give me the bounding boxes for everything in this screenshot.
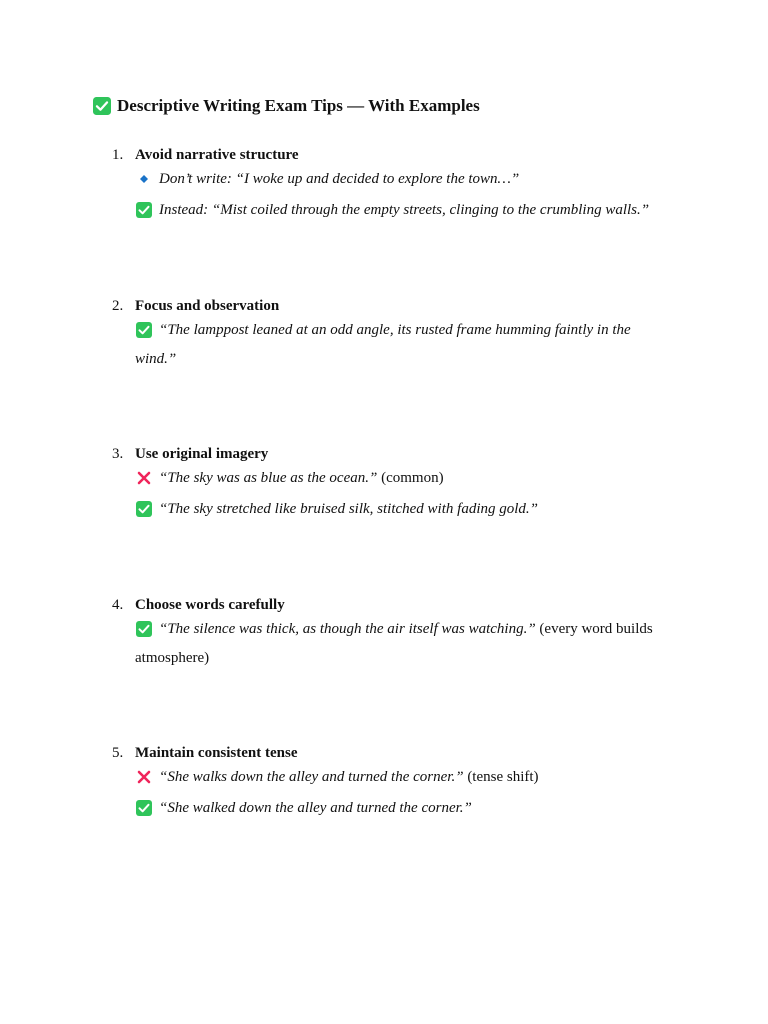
check-icon <box>136 800 152 816</box>
check-icon <box>136 621 152 637</box>
example-line <box>135 763 672 792</box>
diamond-icon <box>136 171 152 187</box>
example-quote: Instead: “Mist coiled through the empty streets, clinging to the crumbling walls.” <box>159 202 650 218</box>
tip-item-2 <box>112 296 672 374</box>
example-line <box>135 165 672 194</box>
example-line <box>135 196 672 225</box>
example-quote: “She walked down the alley and turned the corner.” <box>159 800 472 816</box>
example-note: (every word builds atmosphere) <box>135 621 653 666</box>
title-row <box>93 96 480 116</box>
example-quote: “The silence was thick, as though the air itself was watching.” <box>159 621 536 637</box>
item-title: Avoid narrative structure <box>135 147 299 163</box>
example-note: (tense shift) <box>467 769 539 785</box>
cross-icon <box>136 470 152 486</box>
cross-icon <box>136 769 152 785</box>
item-number: 2. <box>112 298 124 314</box>
item-number: 4. <box>112 597 124 613</box>
tip-item-5 <box>112 743 672 823</box>
check-icon <box>136 501 152 517</box>
check-icon <box>136 322 152 338</box>
page-title: Descriptive Writing Exam Tips — With Examples <box>117 96 480 115</box>
example-quote: “She walks down the alley and turned the corner.” <box>159 769 464 785</box>
tip-item-3 <box>112 444 672 524</box>
item-title: Focus and observation <box>135 298 280 314</box>
example-line <box>135 495 672 524</box>
example-line <box>135 464 672 493</box>
item-number: 5. <box>112 745 124 761</box>
item-number: 3. <box>112 446 124 462</box>
example-note: (common) <box>381 470 444 486</box>
item-number: 1. <box>112 147 124 163</box>
example-line <box>135 316 672 374</box>
example-line <box>135 615 672 673</box>
check-icon <box>136 202 152 218</box>
item-title: Choose words carefully <box>135 597 285 613</box>
check-icon <box>93 97 111 115</box>
example-quote: “The sky was as blue as the ocean.” <box>159 470 378 486</box>
example-quote: “The sky stretched like bruised silk, stitched with fading gold.” <box>159 501 538 517</box>
example-line <box>135 794 672 823</box>
example-quote: Don’t write: “I woke up and decided to explore the town…” <box>159 171 520 187</box>
tip-item-1 <box>112 145 672 225</box>
example-quote: “The lamppost leaned at an odd angle, its rusted frame humming faintly in the wind.” <box>135 322 631 367</box>
item-title: Maintain consistent tense <box>135 745 298 761</box>
item-title: Use original imagery <box>135 446 269 462</box>
tip-item-4 <box>112 595 672 673</box>
